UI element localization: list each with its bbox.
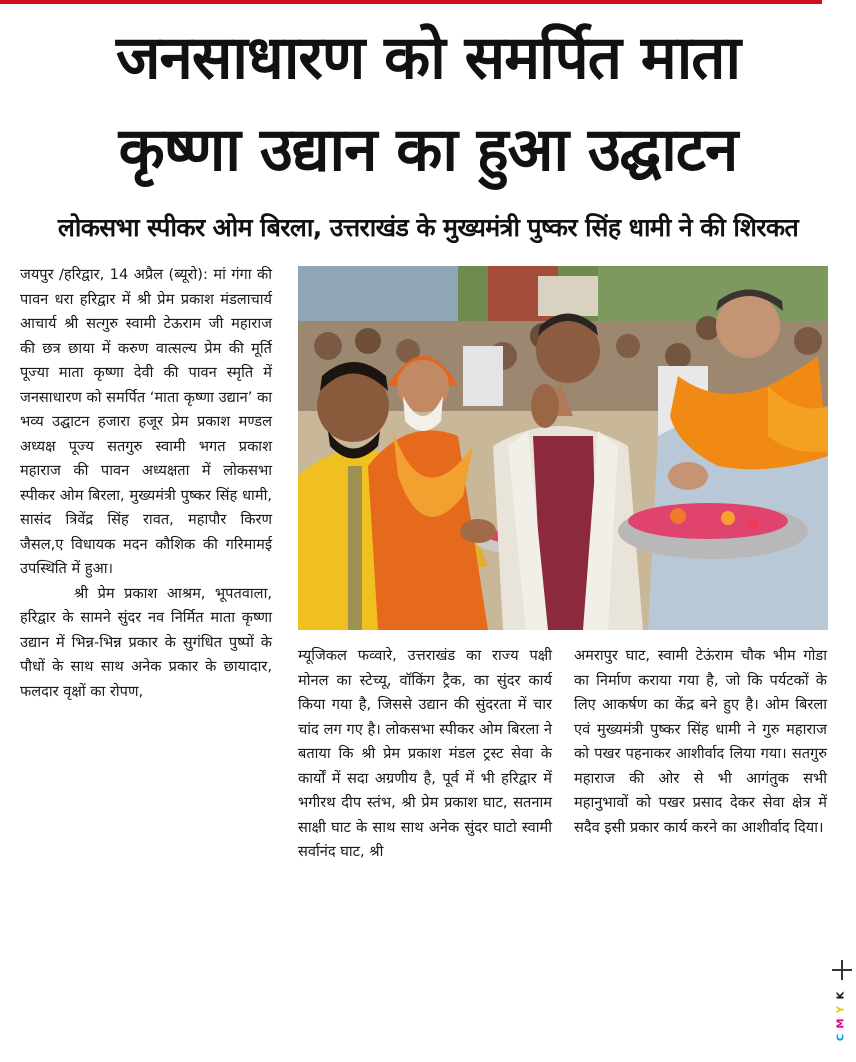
cmyk-color-bar: [830, 986, 852, 1046]
cmyk-letter-m: M: [835, 1018, 847, 1029]
column-1-paragraph-1-text: मां गंगा की पावन धरा हरिद्वार में श्री प्रेम प्रकाश मंडलाचार्य आचार्य श्री सत्गुरु स्वामी टेऊराम जी महाराज की छत्र छाया में करुण वात्सल्य प्रेम की मूर्ति पूज्या माता कृष्णा देवी की पावन स्मृति में जनसाधारण को समर्पित ‘माता कृष्णा उद्यान’ का भव्य उद्घाटन हजारा हजूर प्रेम प्रकाश मण्डल अध्यक्ष पूज्य सतगुरु स्वामी भगत प्रकाश महाराज की पावन अध्यक्षता में लोकसभा स्पीकर ओम बिरला, मुख्यमंत्री पुष्कर सिंह धामी, सासंद त्रिवेंद्र सिंह रावत, महापौर किरण जैसल,ए विधायक मदन कौशिक की गरिमामई उपस्थिति में हुआ।: [20, 266, 272, 577]
cmyk-letter-c: C: [835, 1033, 847, 1042]
article-column-1: [20, 263, 272, 704]
cmyk-letter-y: Y: [835, 1005, 847, 1014]
headline-line-2: कृष्णा उद्यान का हुआ उद्घाटन: [118, 115, 738, 185]
column-1-paragraph-1: [20, 263, 272, 582]
column-3-paragraph: अमरापुर घाट, स्वामी टेऊंराम चौक भीम गोडा का निर्माण कराया गया है, जो कि पर्यटकों के लिए आकर्षण का केंद्र बने हुए है। ओम बिरला एवं मुख्यमंत्री पुष्कर सिंह धामी ने गुरु महाराज को पखर पहनाकर आशीर्वाद लिया गया। सतगुरु महाराज की ओर से भी आगंतुक सभी महानुभावों को पखर प्रसाद देकर सेवा क्षेत्र में सदैव इसी प्रकार कार्य करने का आशीर्वाद दिया।: [574, 647, 827, 836]
headline-line-1: जनसाधारण को समर्पित माता: [116, 23, 740, 93]
subheadline: लोकसभा स्पीकर ओम बिरला, उत्तराखंड के मुख्यमंत्री पुष्कर सिंह धामी ने की शिरकत: [57, 213, 799, 242]
article-column-3: [574, 644, 827, 840]
cmyk-letter-k: K: [835, 991, 847, 1000]
dateline: जयपुर /हरिद्वार, 14 अप्रैल (ब्यूरो):: [20, 266, 208, 283]
article-column-2: [298, 644, 552, 865]
column-1-paragraph-2: श्री प्रेम प्रकाश आश्रम, भूपतवाला, हरिद्वार के सामने सुंदर नव निर्मित माता कृष्णा उद्यान में भिन्न-भिन्न प्रकार के सुगंधित पुष्पों के पौधों के साथ साथ अनेक प्रकार के छायादार, फलदार वृक्षों का रोपण,: [20, 584, 272, 700]
registration-mark-icon: [832, 960, 852, 980]
top-red-rule: [0, 0, 822, 4]
column-2-paragraph: म्यूजिकल फव्वारे, उत्तराखंड का राज्य पक्षी मोनल का स्टेच्यू, वॉकिंग ट्रैक, का सुंदर कार्य किया गया है, जिससे उद्यान की सुंदरता में चार चांद लग गए है। लोकसभा स्पीकर ओम बिरला ने बताया कि श्री प्रेम प्रकाश मंडल ट्रस्ट सेवा के कार्यों में सदा अग्रणीय है, पूर्व में भी हरिद्वार में भगीरथ दीप स्तंभ, श्री प्रेम प्रकाश घाट, सतनाम साक्षी घाट के साथ साथ अनेक सुंदर घाटो स्वामी सर्वानंद घाट, श्री: [298, 647, 552, 860]
news-photo: [298, 266, 828, 630]
